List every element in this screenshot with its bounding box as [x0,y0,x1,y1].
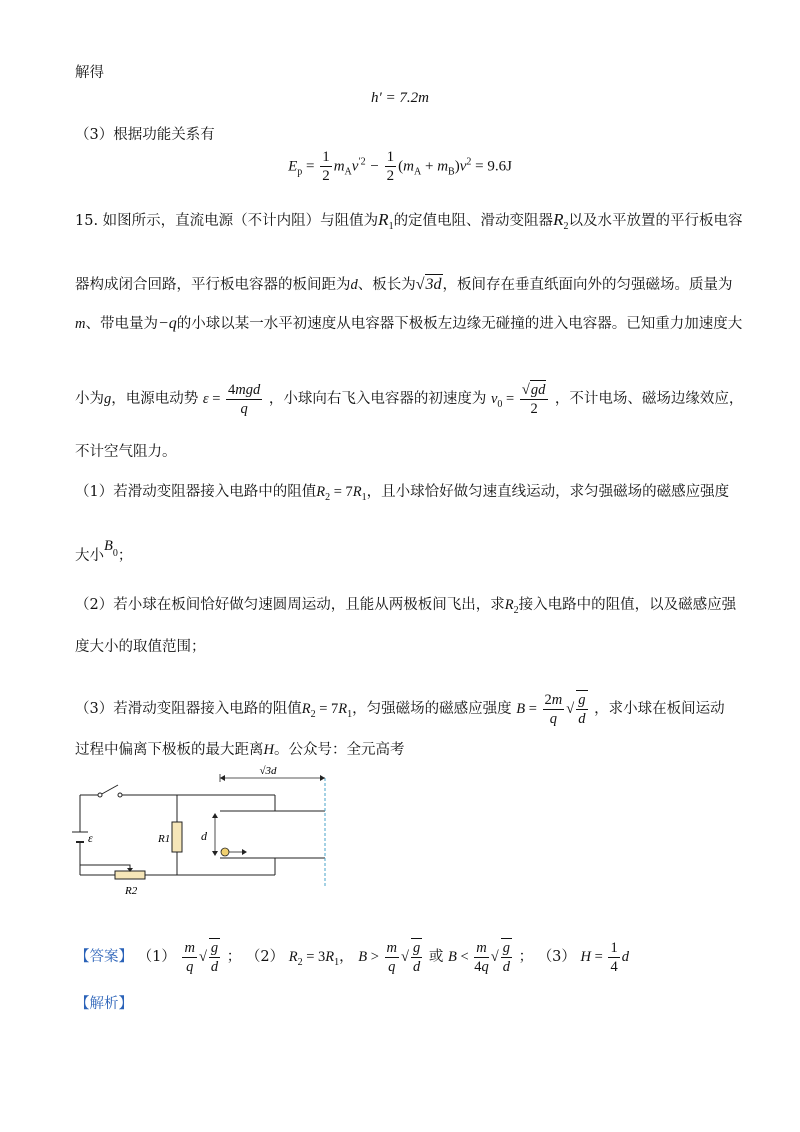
resistor-r1 [172,822,182,852]
r1-label: R1 [158,833,171,845]
step3-label: （3）根据功能关系有 [75,127,215,143]
length-label: √3d [259,765,277,777]
equation-h: h′ = 7.2m [371,90,429,106]
ball [221,848,229,856]
part1-line-1: （1）若滑动变阻器接入电路中的阻值$R_2 = 7R_1$，且小球恰好做匀速直线运动，求匀强磁场的磁感应强度 [75,484,730,503]
answer-line: 【答案】 （1） $\frac{m}{q}$ √ $\frac{g}{d}$ ； （2） $R_2 = 3R_1$， B > $\frac{m}{q}$ √ $\frac{g}{d}$ 或 B < $\frac{m}{4q}$ √ $\frac{g}{d}$ ； （3） H = $\frac{1}{4}$ d [75,939,629,975]
solve-label: 解得 [75,65,104,81]
part3-line-1: （3）若滑动变阻器接入电路的阻值$R_2 = 7R_1$，匀强磁场的磁感应强度 B = $\frac{2m}{q}$ √ $\frac{g}{d}$ ，求小球在板间运动 [75,691,725,727]
gap-label: d [201,829,207,843]
emf-label: ε [88,831,93,845]
answer-label: 【答案】 [75,949,133,965]
question-line-5: 不计空气阻力。 [75,444,177,460]
analysis-label: 【解析】 [75,996,133,1012]
resistor-r2 [115,871,145,879]
question-line-4: 小为g，电源电动势 ε = $\frac{\text{4mgd}}{q}$ ，小球向右飞入电容器的初速度为 $v_0$ = $\frac{√gd}{2}$ ，不计电场、磁场边缘效应， [75,381,744,417]
question-line-2: 器构成闭合回路，平行板电容器的板间距为d、板长为√3d，板间存在垂直纸面向外的匀强磁场。质量为 [75,276,733,293]
part2-line-1: （2）若小球在板间恰好做匀速圆周运动，且能从两极板间飞出，求$R_2$接入电路中的阻值，以及磁感应强 [75,597,737,616]
question-line-3: m、带电量为−q的小球以某一水平初速度从电容器下极板左边缘无碰撞的进入电容器。已知重力加速度大 [75,315,743,332]
part3-line-2: 过程中偏离下极板的最大距离H。公众号：全元高考 [75,742,405,758]
equation-energy: $E_p$ = $\frac{1}{2}$ $m_Av^{'2}$ − $\frac{1}{2}$ $(m_A + m_B)v^2 = 9.6J$ [288,149,512,184]
question-line-1: 15. 如图所示，直流电源（不计内阻）与阻值为$R_1$的定值电阻、滑动变阻器$R_2$以及水平放置的平行板电容 [75,210,743,232]
part1-line-2: 大小$B_0$； [75,538,133,564]
part2-line-2: 度大小的取值范围； [75,639,206,655]
circuit-figure [70,760,410,900]
r2-label: R2 [125,885,138,897]
